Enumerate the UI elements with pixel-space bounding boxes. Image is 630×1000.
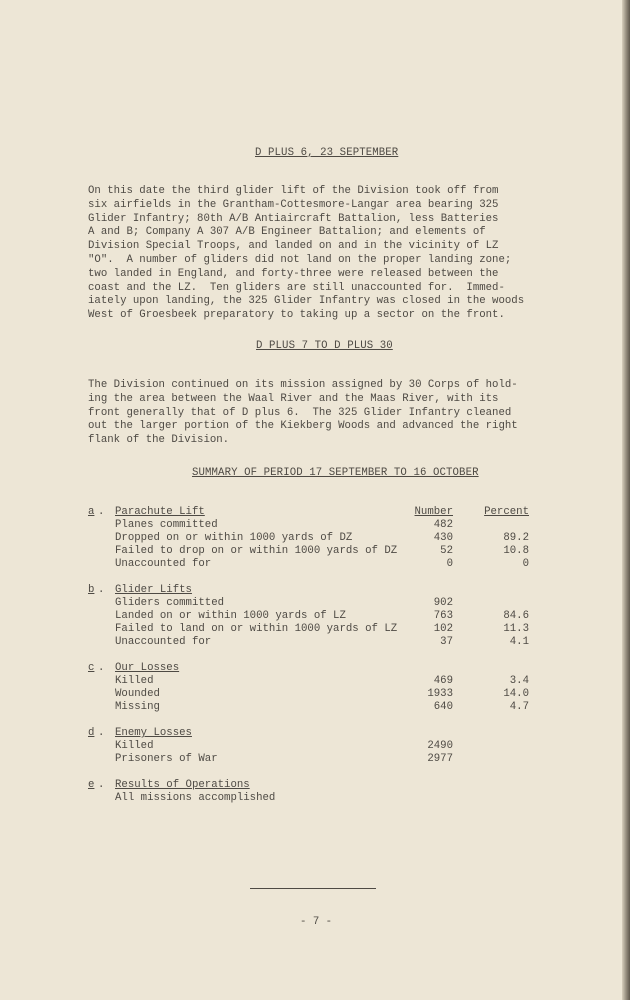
paragraph-line: Division Special Troops, and landed on and in the vicinity of LZ [88, 240, 499, 253]
paragraph-line: flank of the Division. [88, 434, 230, 447]
row-percent: 10.8 [503, 545, 529, 557]
row-label: Killed [115, 740, 154, 752]
row-percent: 4.1 [509, 636, 529, 648]
row-label: Missing [115, 701, 160, 713]
summary-heading: SUMMARY OF PERIOD 17 SEPTEMBER TO 16 OCTOBER [192, 467, 479, 479]
row-percent: 84.6 [503, 610, 529, 622]
group-letter-dot: . [98, 727, 105, 739]
page-number: - 7 - [300, 916, 333, 928]
row-label: Dropped on or within 1000 yards of DZ [115, 532, 353, 544]
table-row [88, 701, 533, 714]
section-heading-d-plus-6: D PLUS 6, 23 SEPTEMBER [255, 147, 399, 159]
row-label: Killed [115, 675, 154, 687]
row-number: 102 [433, 623, 453, 635]
row-percent: 4.7 [509, 701, 529, 713]
paragraph-line: iately upon landing, the 325 Glider Infantry was closed in the woods [88, 295, 525, 308]
paragraph-line: On this date the third glider lift of the Division took off from [88, 185, 499, 197]
group-letter-dot: . [98, 779, 105, 791]
row-label: All missions accomplished [115, 792, 276, 804]
row-number: 430 [433, 532, 453, 544]
section-heading-d-plus-7-30: D PLUS 7 TO D PLUS 30 [256, 340, 393, 352]
row-number: 2977 [427, 753, 453, 765]
group-title: Glider Lifts [115, 584, 192, 596]
row-number: 640 [433, 701, 453, 713]
row-number: 37 [440, 636, 453, 648]
paragraph-line: out the larger portion of the Kiekberg Woods and advanced the right [88, 420, 518, 433]
row-number: 1933 [427, 688, 453, 700]
group-header-row [88, 727, 533, 740]
column-header-percent: Percent [484, 506, 529, 518]
paragraph-line: The Division continued on its mission assigned by 30 Corps of hold- [88, 379, 518, 391]
paragraph-line: coast and the LZ. Ten gliders are still unaccounted for. Immed- [88, 281, 505, 294]
row-label: Gliders committed [115, 597, 225, 609]
row-label: Prisoners of War [115, 753, 218, 765]
paragraph-line: "O". A number of gliders did not land on the proper landing zone; [88, 253, 512, 266]
group-title: Our Losses [115, 662, 180, 674]
paragraph-line: two landed in England, and forty-three were released between the [88, 267, 499, 280]
group-letter: b [88, 584, 95, 596]
paragraph-line: front generally that of D plus 6. The 325 Glider Infantry cleaned [88, 406, 512, 419]
table-row [88, 623, 533, 636]
row-percent: 0 [522, 558, 529, 570]
group-header-row [88, 662, 533, 675]
table-gap [88, 766, 533, 779]
group-letter-dot: . [98, 662, 105, 674]
table-gap [88, 714, 533, 727]
group-title: Results of Operations [115, 779, 250, 791]
row-percent: 14.0 [503, 688, 529, 700]
group-letter-dot: . [98, 506, 105, 518]
row-number: 469 [433, 675, 453, 687]
table-row [88, 688, 533, 701]
page-edge [622, 0, 630, 1000]
paragraph-line: A and B; Company A 307 A/B Engineer Battalion; and elements of [88, 226, 486, 239]
paragraph-line: Glider Infantry; 80th A/B Antiaircraft Battalion, less Batteries [88, 212, 499, 225]
table-row [88, 636, 533, 649]
row-label: Wounded [115, 688, 160, 700]
table-row [88, 740, 533, 753]
table-row [88, 597, 533, 610]
table-row [88, 545, 533, 558]
row-number: 52 [440, 545, 453, 557]
row-label: Failed to land on or within 1000 yards of LZ [115, 623, 398, 635]
row-label: Unaccounted for [115, 558, 212, 570]
paragraph-line: ing the area between the Waal River and the Maas River, with its [88, 392, 499, 405]
row-number: 482 [433, 519, 453, 531]
group-header-row [88, 584, 533, 597]
paragraph-d-plus-7-30 [88, 379, 518, 448]
summary-table [88, 506, 533, 805]
row-percent: 3.4 [509, 675, 529, 687]
row-number: 2490 [427, 740, 453, 752]
table-row [88, 558, 533, 571]
table-row [88, 753, 533, 766]
paragraph-line: West of Groesbeek preparatory to taking up a sector on the front. [88, 309, 505, 322]
row-label: Failed to drop on or within 1000 yards of DZ [115, 545, 398, 557]
row-label: Planes committed [115, 519, 218, 531]
group-header-row [88, 779, 533, 792]
paragraph-line: six airfields in the Grantham-Cottesmore-Langar area bearing 325 [88, 198, 499, 211]
row-label: Unaccounted for [115, 636, 212, 648]
group-letter: c [88, 662, 95, 674]
row-number: 0 [446, 558, 453, 570]
paragraph-d-plus-6 [88, 185, 524, 323]
row-percent: 89.2 [503, 532, 529, 544]
group-header-row [88, 506, 533, 519]
group-letter: d [88, 727, 95, 739]
table-gap [88, 571, 533, 584]
row-number: 763 [433, 610, 453, 622]
group-title: Parachute Lift [115, 506, 205, 518]
row-number: 902 [433, 597, 453, 609]
row-label: Landed on or within 1000 yards of LZ [115, 610, 346, 622]
table-gap [88, 649, 533, 662]
group-letter: a [88, 506, 95, 518]
column-header-number: Number [414, 506, 453, 518]
row-percent: 11.3 [503, 623, 529, 635]
group-title: Enemy Losses [115, 727, 192, 739]
group-letter: e [88, 779, 95, 791]
footer-rule [250, 888, 376, 889]
table-row [88, 519, 533, 532]
table-row [88, 675, 533, 688]
table-row [88, 532, 533, 545]
table-row [88, 610, 533, 623]
group-letter-dot: . [98, 584, 105, 596]
table-row [88, 792, 533, 805]
